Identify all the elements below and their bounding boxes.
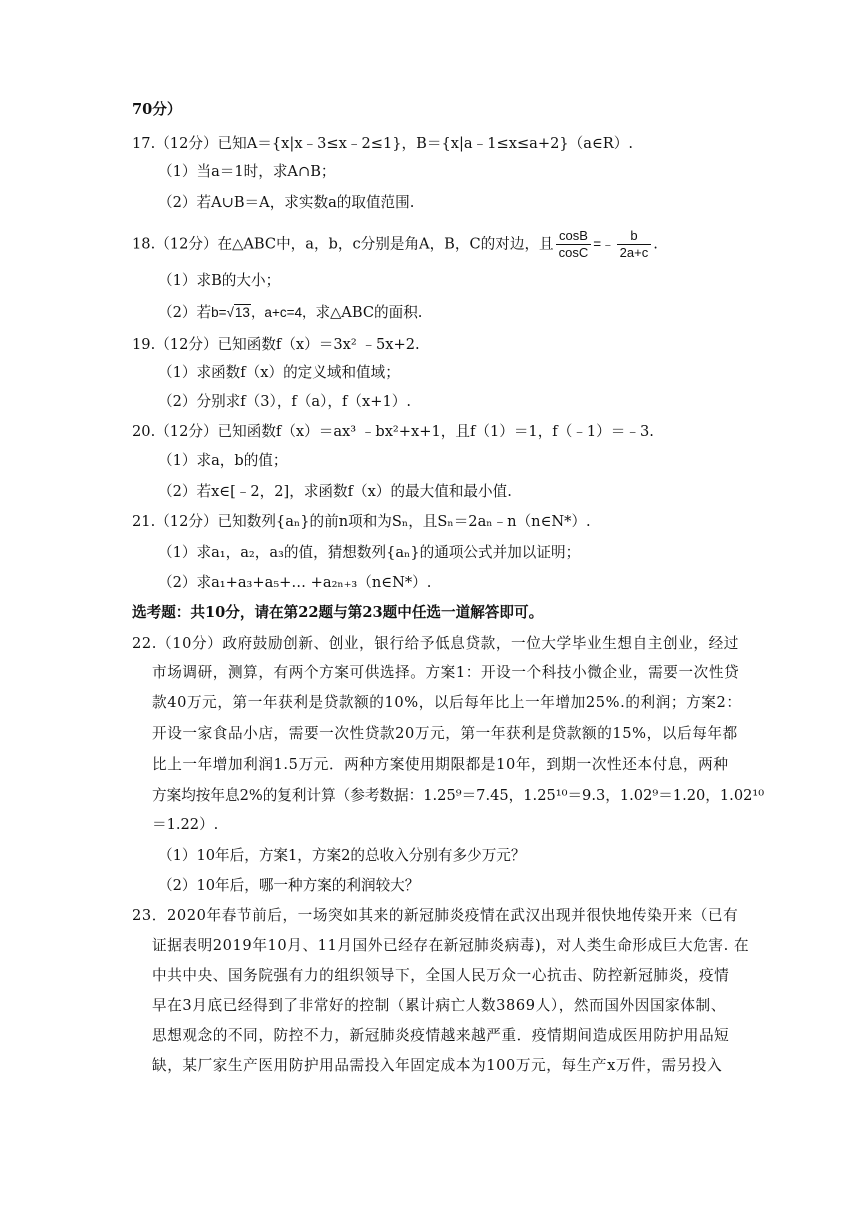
- question-22-part-2: （2）10年后，哪一种方案的利润较大？: [158, 877, 420, 894]
- question-23-line-1: 23．2020年春节前后，一场突如其来的新冠肺炎疫情在武汉出现并很快地传染开来（已有: [132, 907, 739, 924]
- question-22-line-3: 款40万元，第一年获利是贷款额的10%，以后每年比上一年增加25%.的利润；方案2：: [152, 694, 742, 711]
- question-20-part-1: （1）求a，b的值；: [158, 452, 288, 469]
- question-20-stem: 20.（12分）已知函数f（x）＝ax³ ﹣bx²+x+1，且f（1）＝1，f（﹣1）＝﹣3.: [132, 423, 654, 440]
- question-21-part-2: （2）求a₁+a₃+a₅+… +a₂ₙ₊₃（n∈N*）.: [158, 574, 432, 591]
- question-18-part-2: [158, 303, 422, 323]
- fraction-denominator: 2a+c: [619, 245, 649, 260]
- question-22-line-1: 22.（10分）政府鼓励创新、创业，银行给予低息贷款，一位大学毕业生想自主创业，经过: [132, 635, 739, 652]
- question-21-part-1: （1）求a₁，a₂，a₃的值，猜想数列{aₙ}的通项公式并加以证明；: [158, 544, 581, 561]
- question-22-line-5: 比上一年增加利润1.5万元．两种方案使用期限都是10年，到期一次性还本付息，两种: [152, 756, 729, 773]
- question-22-part-1: （1）10年后，方案1，方案2的总收入分别有多少万元？: [158, 847, 526, 864]
- sum-condition: ，a+c=4，: [250, 305, 316, 320]
- question-23-line-6: 缺，某厂家生产医用防护用品需投入年固定成本为100万元，每生产x万件，需另投入: [152, 1057, 723, 1074]
- question-19-part-2: （2）分别求f（3），f（a），f（x+1）.: [158, 393, 411, 410]
- part-2-suffix: 求△ABC的面积.: [315, 304, 423, 321]
- question-17-stem: 17.（12分）已知A＝{x|x﹣3≤x﹣2≤1}，B＝{x|a﹣1≤x≤a+2}（a∈R）.: [132, 135, 633, 152]
- question-17-part-1: （1）当a＝1时，求A∩B；: [158, 163, 336, 180]
- question-22-line-2: 市场调研，测算，有两个方案可供选择。方案1：开设一个科技小微企业，需要一次性贷: [152, 664, 740, 681]
- question-23-line-4: 早在3月底已经得到了非常好的控制（累计病亡人数3869人），然而国外因国家体制、: [152, 997, 726, 1014]
- question-23-line-3: 中共中央、国务院强有力的组织领导下，全国人民万众一心抗击、防控新冠肺炎，疫情: [152, 967, 730, 984]
- question-22-line-4: 开设一家食品小店，需要一次性贷款20万元，第一年获利是贷款额的15%，以后每年都: [152, 725, 738, 742]
- question-21-stem: 21.（12分）已知数列{aₙ}的前n项和为Sₙ，且Sₙ＝2aₙ﹣n（n∈N*）.: [132, 513, 591, 530]
- period: .: [653, 235, 658, 253]
- question-22-line-6: 方案均按年息2%的复利计算（参考数据：1.25⁹＝7.45，1.25¹⁰＝9.3，1.02⁹＝1.20，1.02¹⁰: [152, 787, 765, 804]
- question-23-line-5: 思想观念的不同，防控不力，新冠肺炎疫情越来越严重．疫情期间造成医用防护用品短: [152, 1027, 730, 1044]
- question-20-part-2: （2）若x∈[﹣2，2]，求函数f（x）的最大值和最小值.: [158, 483, 512, 500]
- fraction-denominator: cosC: [558, 245, 589, 260]
- cos-ratio-fraction: [556, 228, 592, 261]
- question-18-stem: [132, 228, 658, 261]
- equals-minus: =﹣: [593, 236, 615, 252]
- radicand: 13: [234, 305, 250, 320]
- question-23-line-2: 证据表明2019年10月、11月国外已经存在新冠肺炎病毒)，对人类生命形成巨大危害. 在: [152, 937, 750, 954]
- optional-section-header: 选考题：共10分，请在第22题与第23题中任选一道解答即可。: [132, 604, 544, 621]
- part-2-prefix: （2）若: [158, 304, 212, 321]
- question-18-stem-text: 18.（12分）在△ABC中，a，b，c分别是角A，B，C的对边，且: [132, 235, 554, 253]
- fraction-numerator: b: [617, 228, 652, 245]
- b-value: [211, 304, 251, 320]
- question-22-line-7: ＝1.22）.: [152, 816, 219, 833]
- section-header-tail: 70分）: [132, 101, 182, 118]
- b-equals: b=: [211, 305, 227, 320]
- question-18-part-1: （1）求B的大小；: [158, 272, 281, 289]
- question-19-stem: 19.（12分）已知函数f（x）＝3x² ﹣5x+2.: [132, 336, 420, 353]
- question-19-part-1: （1）求函数f（x）的定义域和值域；: [158, 364, 400, 381]
- radical-sign: √: [226, 305, 234, 320]
- question-17-part-2: （2）若A∪B＝A，求实数a的取值范围.: [158, 194, 415, 211]
- side-ratio-fraction: [617, 228, 652, 261]
- fraction-numerator: cosB: [556, 228, 592, 245]
